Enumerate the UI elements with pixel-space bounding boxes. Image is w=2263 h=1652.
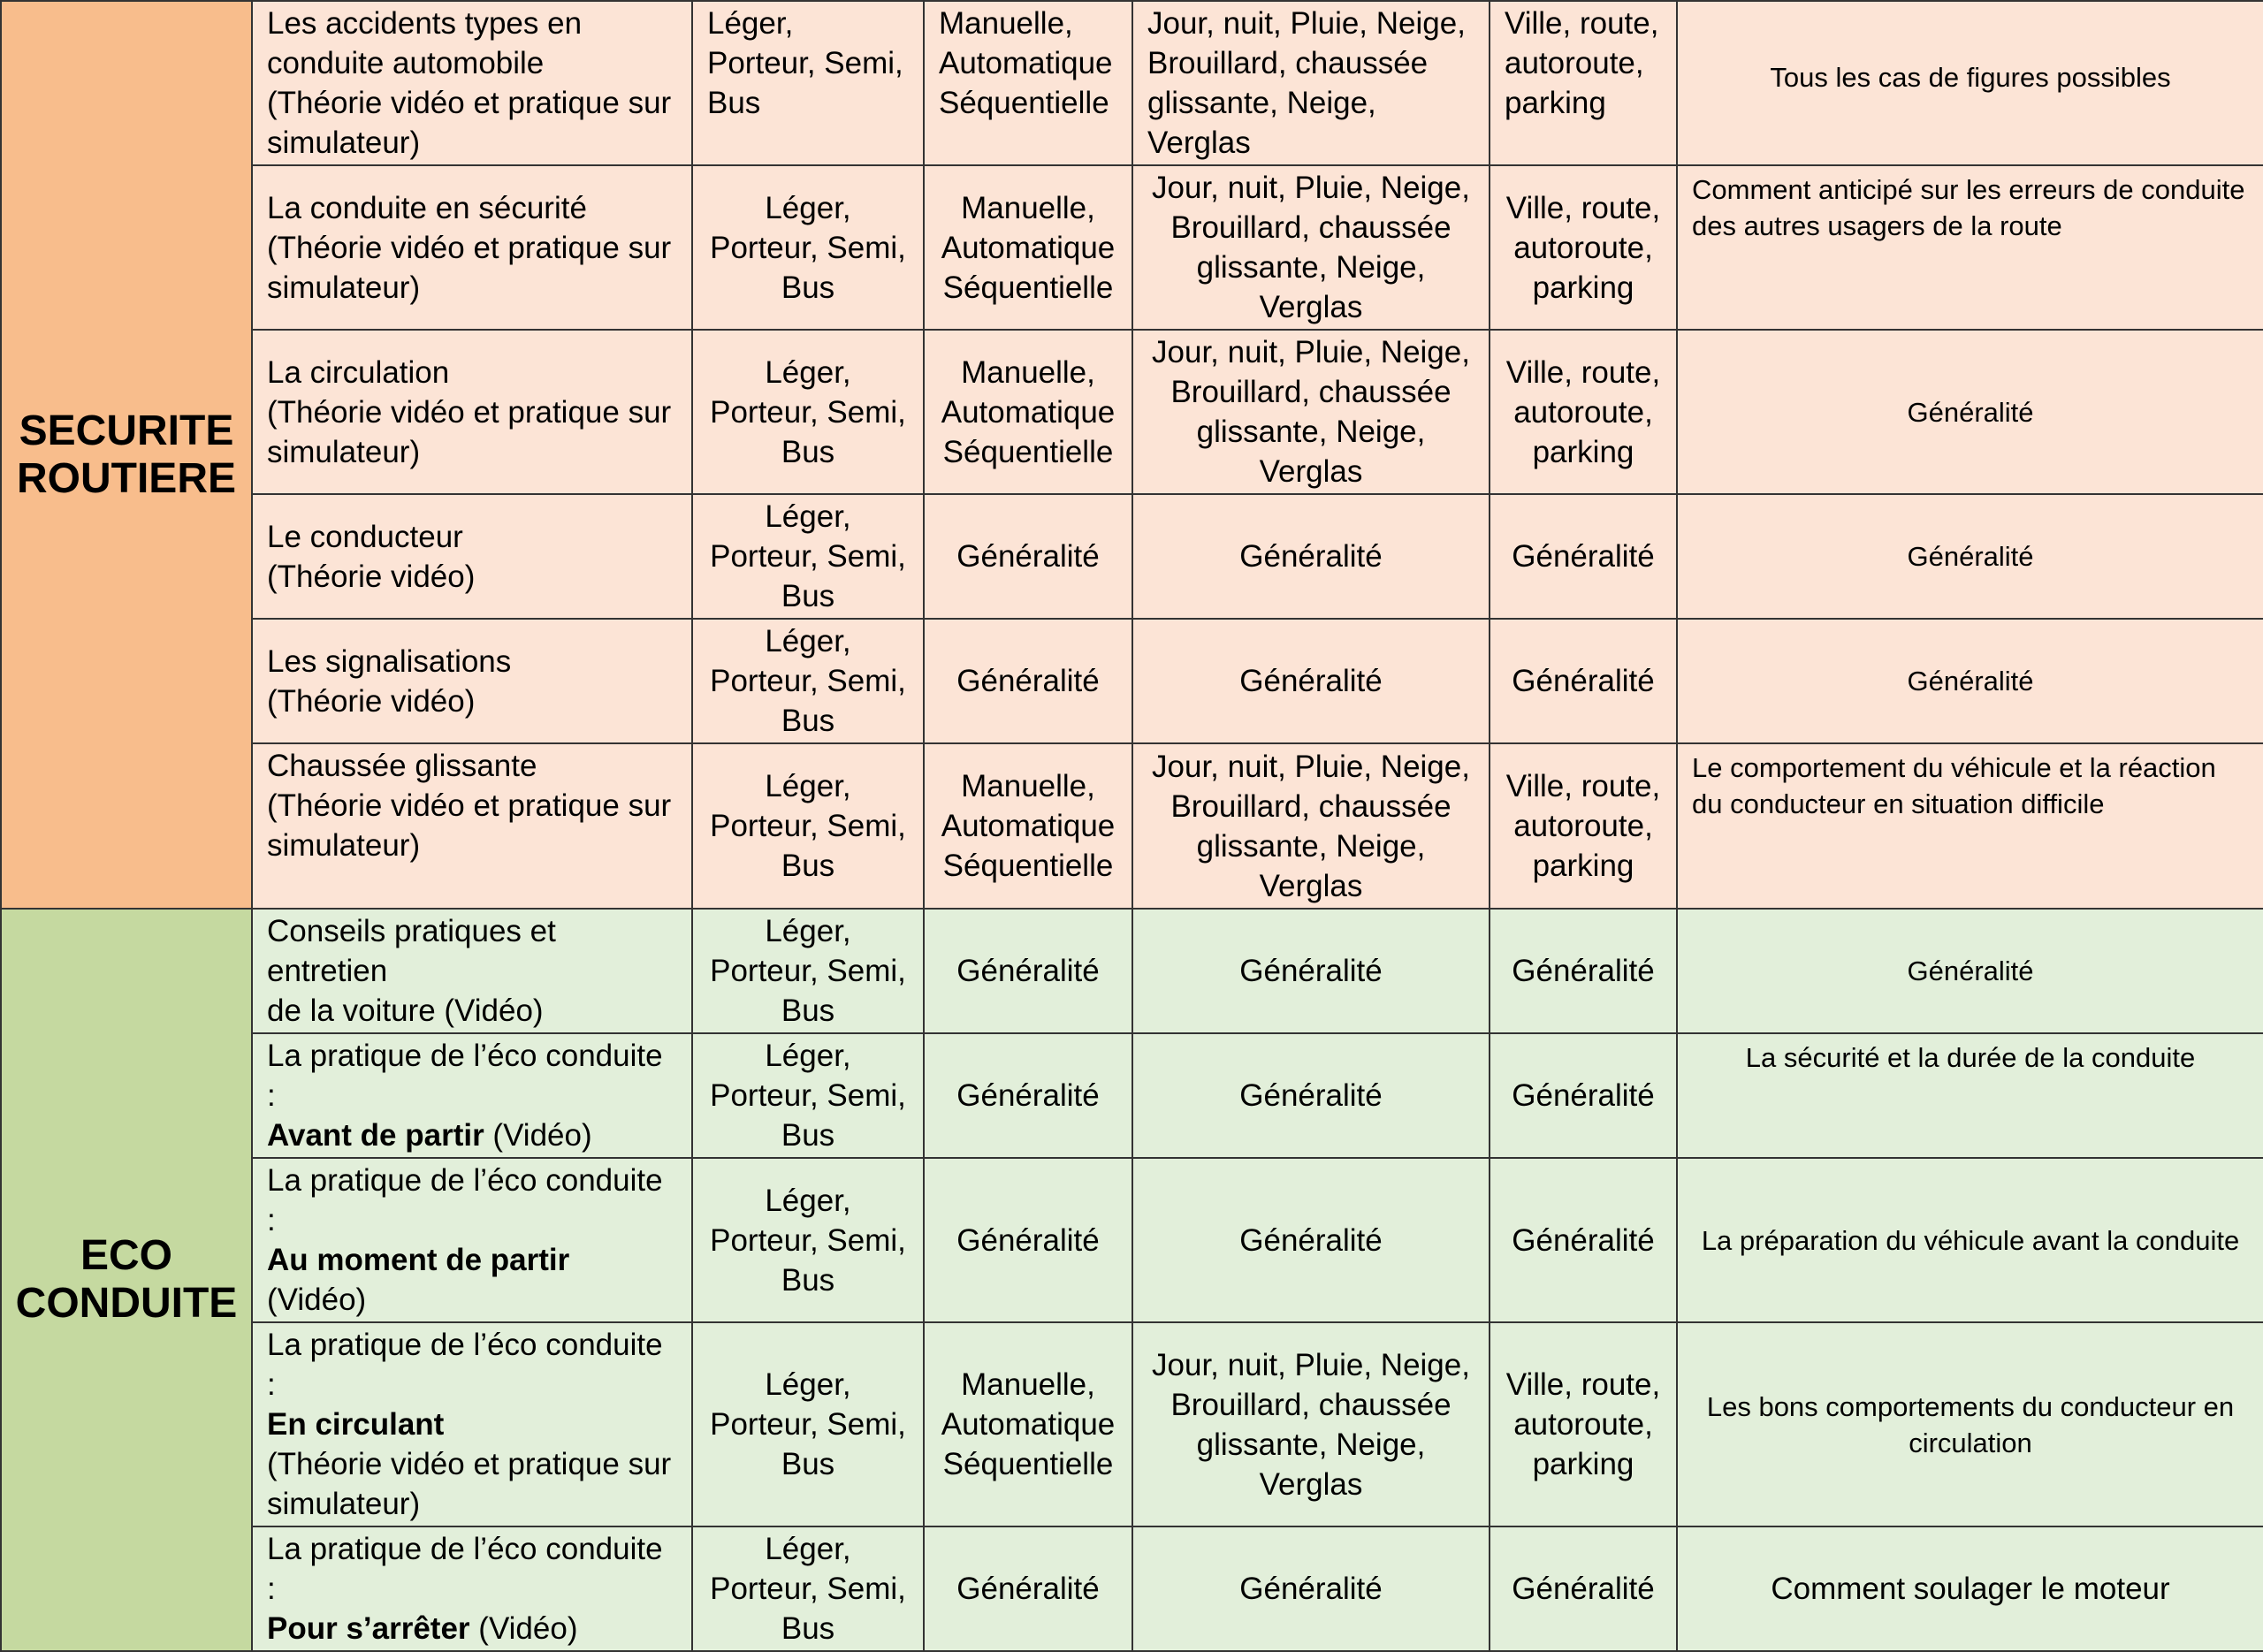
gearbox-types: Généralité xyxy=(924,1033,1132,1158)
table-row xyxy=(1,1,2263,165)
locations: Généralité xyxy=(1490,909,1677,1033)
table-row xyxy=(1,743,2263,909)
category-eco-conduite: ECO CONDUITE xyxy=(1,909,252,1651)
category-securite-routiere: SECURITE ROUTIERE xyxy=(1,1,252,909)
conditions: Jour, nuit, Pluie, Neige, Brouillard, chaussée glissante, Neige, Verglas xyxy=(1132,1322,1490,1526)
locations: Généralité xyxy=(1490,1158,1677,1322)
objective: La sécurité et la durée de la conduite xyxy=(1677,1033,2263,1158)
module-title: Le conducteur (Théorie vidéo) xyxy=(252,494,692,619)
module-title: La pratique de l’éco conduite : En circulant (Théorie vidéo et pratique sur simulateur) xyxy=(252,1322,692,1526)
gearbox-types: Manuelle, Automatique Séquentielle xyxy=(924,330,1132,494)
locations: Ville, route, autoroute, parking xyxy=(1490,1,1677,165)
vehicle-types: Léger, Porteur, Semi, Bus xyxy=(692,1322,924,1526)
module-title: La conduite en sécurité (Théorie vidéo et pratique sur simulateur) xyxy=(252,165,692,330)
gearbox-types: Généralité xyxy=(924,1158,1132,1322)
gearbox-types: Généralité xyxy=(924,619,1132,743)
table-row xyxy=(1,494,2263,619)
vehicle-types: Léger, Porteur, Semi, Bus xyxy=(692,619,924,743)
vehicle-types: Léger, Porteur, Semi, Bus xyxy=(692,909,924,1033)
conditions: Généralité xyxy=(1132,494,1490,619)
table-row xyxy=(1,1033,2263,1158)
module-title: Conseils pratiques et entretien de la voiture (Vidéo) xyxy=(252,909,692,1033)
conditions: Jour, nuit, Pluie, Neige, Brouillard, chaussée glissante, Neige, Verglas xyxy=(1132,165,1490,330)
vehicle-types: Léger, Porteur, Semi, Bus xyxy=(692,1526,924,1651)
gearbox-types: Manuelle, Automatique Séquentielle xyxy=(924,743,1132,909)
objective: Généralité xyxy=(1677,909,2263,1033)
objective: Tous les cas de figures possibles xyxy=(1677,1,2263,165)
objective: Comment soulager le moteur xyxy=(1677,1526,2263,1651)
module-title: La circulation (Théorie vidéo et pratique sur simulateur) xyxy=(252,330,692,494)
table-row xyxy=(1,619,2263,743)
locations: Généralité xyxy=(1490,1033,1677,1158)
module-title: La pratique de l’éco conduite : Avant de partir (Vidéo) xyxy=(252,1033,692,1158)
gearbox-types: Manuelle, Automatique Séquentielle xyxy=(924,1322,1132,1526)
conditions: Généralité xyxy=(1132,1033,1490,1158)
conditions: Jour, nuit, Pluie, Neige, Brouillard, chaussée glissante, Neige, Verglas xyxy=(1132,330,1490,494)
table-row xyxy=(1,330,2263,494)
gearbox-types: Manuelle, Automatique Séquentielle xyxy=(924,165,1132,330)
vehicle-types: Léger, Porteur, Semi, Bus xyxy=(692,330,924,494)
module-title: Les accidents types en conduite automobile (Théorie vidéo et pratique sur simulateur) xyxy=(252,1,692,165)
objective: Généralité xyxy=(1677,330,2263,494)
locations: Généralité xyxy=(1490,494,1677,619)
gearbox-types: Généralité xyxy=(924,1526,1132,1651)
vehicle-types: Léger, Porteur, Semi, Bus xyxy=(692,1158,924,1322)
objective: Les bons comportements du conducteur en circulation xyxy=(1677,1322,2263,1526)
table-row xyxy=(1,1526,2263,1651)
conditions: Jour, nuit, Pluie, Neige, Brouillard, chaussée glissante, Neige, Verglas xyxy=(1132,1,1490,165)
conditions: Généralité xyxy=(1132,909,1490,1033)
gearbox-types: Manuelle, Automatique Séquentielle xyxy=(924,1,1132,165)
conditions: Généralité xyxy=(1132,1526,1490,1651)
locations: Ville, route, autoroute, parking xyxy=(1490,165,1677,330)
vehicle-types: Léger, Porteur, Semi, Bus xyxy=(692,165,924,330)
vehicle-types: Léger, Porteur, Semi, Bus xyxy=(692,1,924,165)
locations: Ville, route, autoroute, parking xyxy=(1490,330,1677,494)
module-title: Chaussée glissante (Théorie vidéo et pratique sur simulateur) xyxy=(252,743,692,909)
locations: Ville, route, autoroute, parking xyxy=(1490,1322,1677,1526)
vehicle-types: Léger, Porteur, Semi, Bus xyxy=(692,494,924,619)
conditions: Généralité xyxy=(1132,1158,1490,1322)
locations: Généralité xyxy=(1490,619,1677,743)
table-row xyxy=(1,1158,2263,1322)
vehicle-types: Léger, Porteur, Semi, Bus xyxy=(692,1033,924,1158)
table-row xyxy=(1,165,2263,330)
module-title: La pratique de l’éco conduite : Au moment de partir (Vidéo) xyxy=(252,1158,692,1322)
table-row xyxy=(1,1322,2263,1526)
module-title: Les signalisations (Théorie vidéo) xyxy=(252,619,692,743)
locations: Généralité xyxy=(1490,1526,1677,1651)
objective: Généralité xyxy=(1677,619,2263,743)
objective: Généralité xyxy=(1677,494,2263,619)
conditions: Jour, nuit, Pluie, Neige, Brouillard, chaussée glissante, Neige, Verglas xyxy=(1132,743,1490,909)
locations: Ville, route, autoroute, parking xyxy=(1490,743,1677,909)
objective: Le comportement du véhicule et la réaction du conducteur en situation difficile xyxy=(1677,743,2263,909)
vehicle-types: Léger, Porteur, Semi, Bus xyxy=(692,743,924,909)
gearbox-types: Généralité xyxy=(924,909,1132,1033)
gearbox-types: Généralité xyxy=(924,494,1132,619)
objective: Comment anticipé sur les erreurs de conduite des autres usagers de la route xyxy=(1677,165,2263,330)
module-title: La pratique de l’éco conduite : Pour s’arrêter (Vidéo) xyxy=(252,1526,692,1651)
table-row xyxy=(1,909,2263,1033)
conditions: Généralité xyxy=(1132,619,1490,743)
objective: La préparation du véhicule avant la conduite xyxy=(1677,1158,2263,1322)
